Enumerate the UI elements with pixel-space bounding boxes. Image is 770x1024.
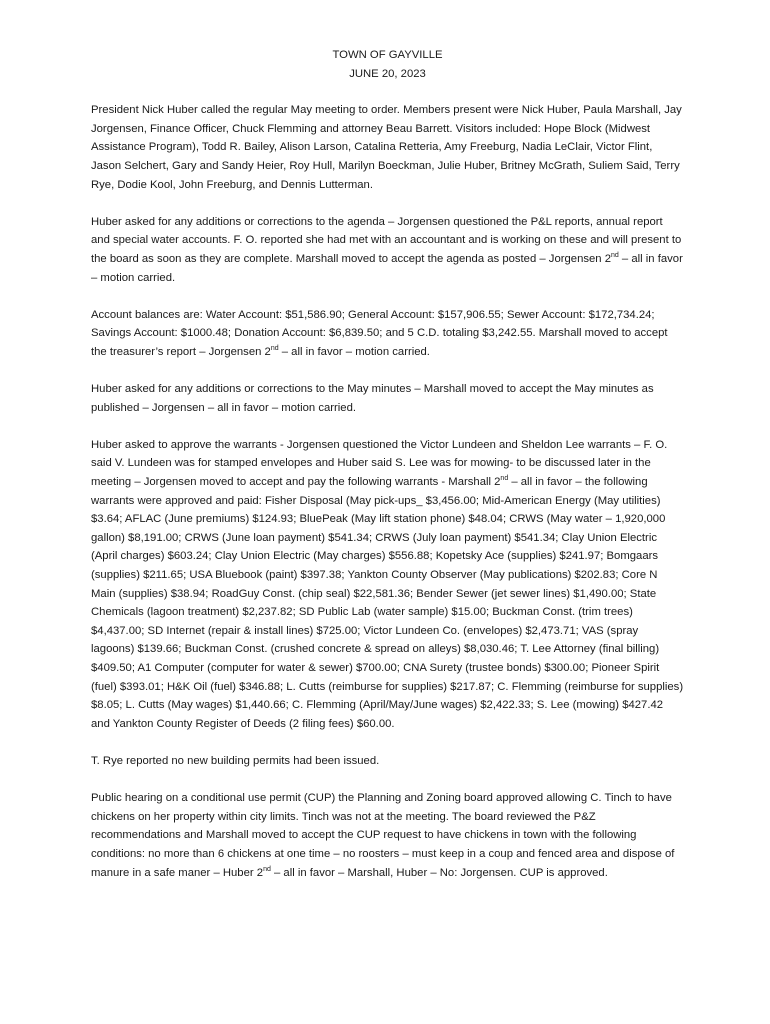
document-header bbox=[91, 46, 684, 83]
paragraph-agenda: Huber asked for any additions or corrections to the agenda – Jorgensen questioned the P&L reports, annual report and special water accounts. F. O. reported she had met with an accountant and is working on these and will present to the board as soon as they are complete. Marshall moved to accept the agenda as posted – Jorgensen 2nd – all in favor – motion carried. bbox=[91, 215, 683, 284]
paragraph-call-to-order: President Nick Huber called the regular May meeting to order. Members present were Nick Huber, Paula Marshall, Jay Jorgensen, Finance Officer, Chuck Flemming and attorney Beau Barrett. Visitors included: Hope Block (Midwest Assistance Program), Todd R. Bailey, Alison Larson, Catalina Retteria, Amy Freeburg, Nadia LeClair, Victor Flint, Jason Selchert, Gary and Sandy Heier, Roy Hull, Marilyn Boeckman, Julie Huber, Britney McGrath, Suliem Said, Terry Rye, Dodie Kool, John Freeburg, and Dennis Lutterman. bbox=[91, 104, 682, 191]
meeting-date: JUNE 20, 2023 bbox=[349, 67, 426, 80]
paragraph-account-balances: Account balances are: Water Account: $51,586.90; General Account: $157,906.55; Sewer Account: $172,734.24; Savings Account: $1000.48; Donation Account: $6,839.50; and 5 C.D. totaling $3,242.55. Marshall moved to accept the treasurer’s report – Jorgensen 2nd – all in favor – motion carried. bbox=[91, 308, 668, 358]
paragraph-warrants: Huber asked to approve the warrants - Jorgensen questioned the Victor Lundeen and Sheldon Lee warrants – F. O. said V. Lundeen was for stamped envelopes and Huber said S. Lee was for mowing- to be discussed later in the meeting – Jorgensen moved to accept and pay the following warrants - Marshall 2nd – all in favor – the following warrants were approved and paid: Fisher Disposal (May pick-ups_ $3,456.00; Mid-American Energy (May utilities) $3.64; AFLAC (June premiums) $124.93; BluePeak (May lift station phone) $48.04; CRWS (May water – 1,920,000 gallon) $8,191.00; CRWS (June loan payment) $541.34; CRWS (July loan payment) $541.34; Clay Union Electric (April charges) $603.24; Clay Union Electric (May charges) $556.88; Kopetsky Ace (supplies) $241.97; Bomgaars (supplies) $211.65; USA Bluebook (paint) $397.38; Yankton County Observer (May publications) $202.83; Core N Main (supplies) $38.94; RoadGuy Const. (chip seal) $22,581.36; Bender Sewer (jet sewer lines) $1,490.00; State Chemicals (lagoon treatment) $2,237.82; SD Public Lab (water sample) $15.00; Buckman Const. (trim trees) $4,437.00; SD Internet (repair & install lines) $725.00; Victor Lundeen Co. (envelopes) $2,473.71; VAS (spray lagoons) $139.66; Buckman Const. (crushed concrete & spread on alleys) $8,030.46; T. Lee Attorney (final billing) $409.50; A1 Computer (computer for water & sewer) $700.00; CNA Surety (trustee bonds) $300.00; Pioneer Spirit (fuel) $393.01; H&K Oil (fuel) $346.88; L. Cutts (reimburse for supplies) $217.87; C. Flemming (reimburse for supplies) $8.05; L. Cutts (May wages) $1,440.66; C. Flemming (April/May/June wages) $2,422.33; S. Lee (mowing) $427.42 and Yankton County Register of Deeds (2 filing fees) $60.00. bbox=[91, 438, 684, 730]
paragraph-minutes: Huber asked for any additions or corrections to the May minutes – Marshall moved to accept the May minutes as published – Jorgensen – all in favor – motion carried. bbox=[91, 383, 654, 414]
paragraph-building-permits: T. Rye reported no new building permits had been issued. bbox=[91, 754, 380, 767]
paragraph-public-hearing: Public hearing on a conditional use permit (CUP) the Planning and Zoning board approved allowing C. Tinch to have chickens on her property within city limits. Tinch was not at the meeting. The board reviewed the P&Z recommendations and Marshall moved to accept the CUP request to have chickens in town with the following conditions: no more than 6 chickens at one time – no roosters – must keep in a coup and fenced area and dispose of manure in a safe maner – Huber 2nd – all in favor – Marshall, Huber – No: Jorgensen. CUP is approved. bbox=[91, 792, 675, 879]
town-title: TOWN OF GAYVILLE bbox=[332, 49, 443, 61]
